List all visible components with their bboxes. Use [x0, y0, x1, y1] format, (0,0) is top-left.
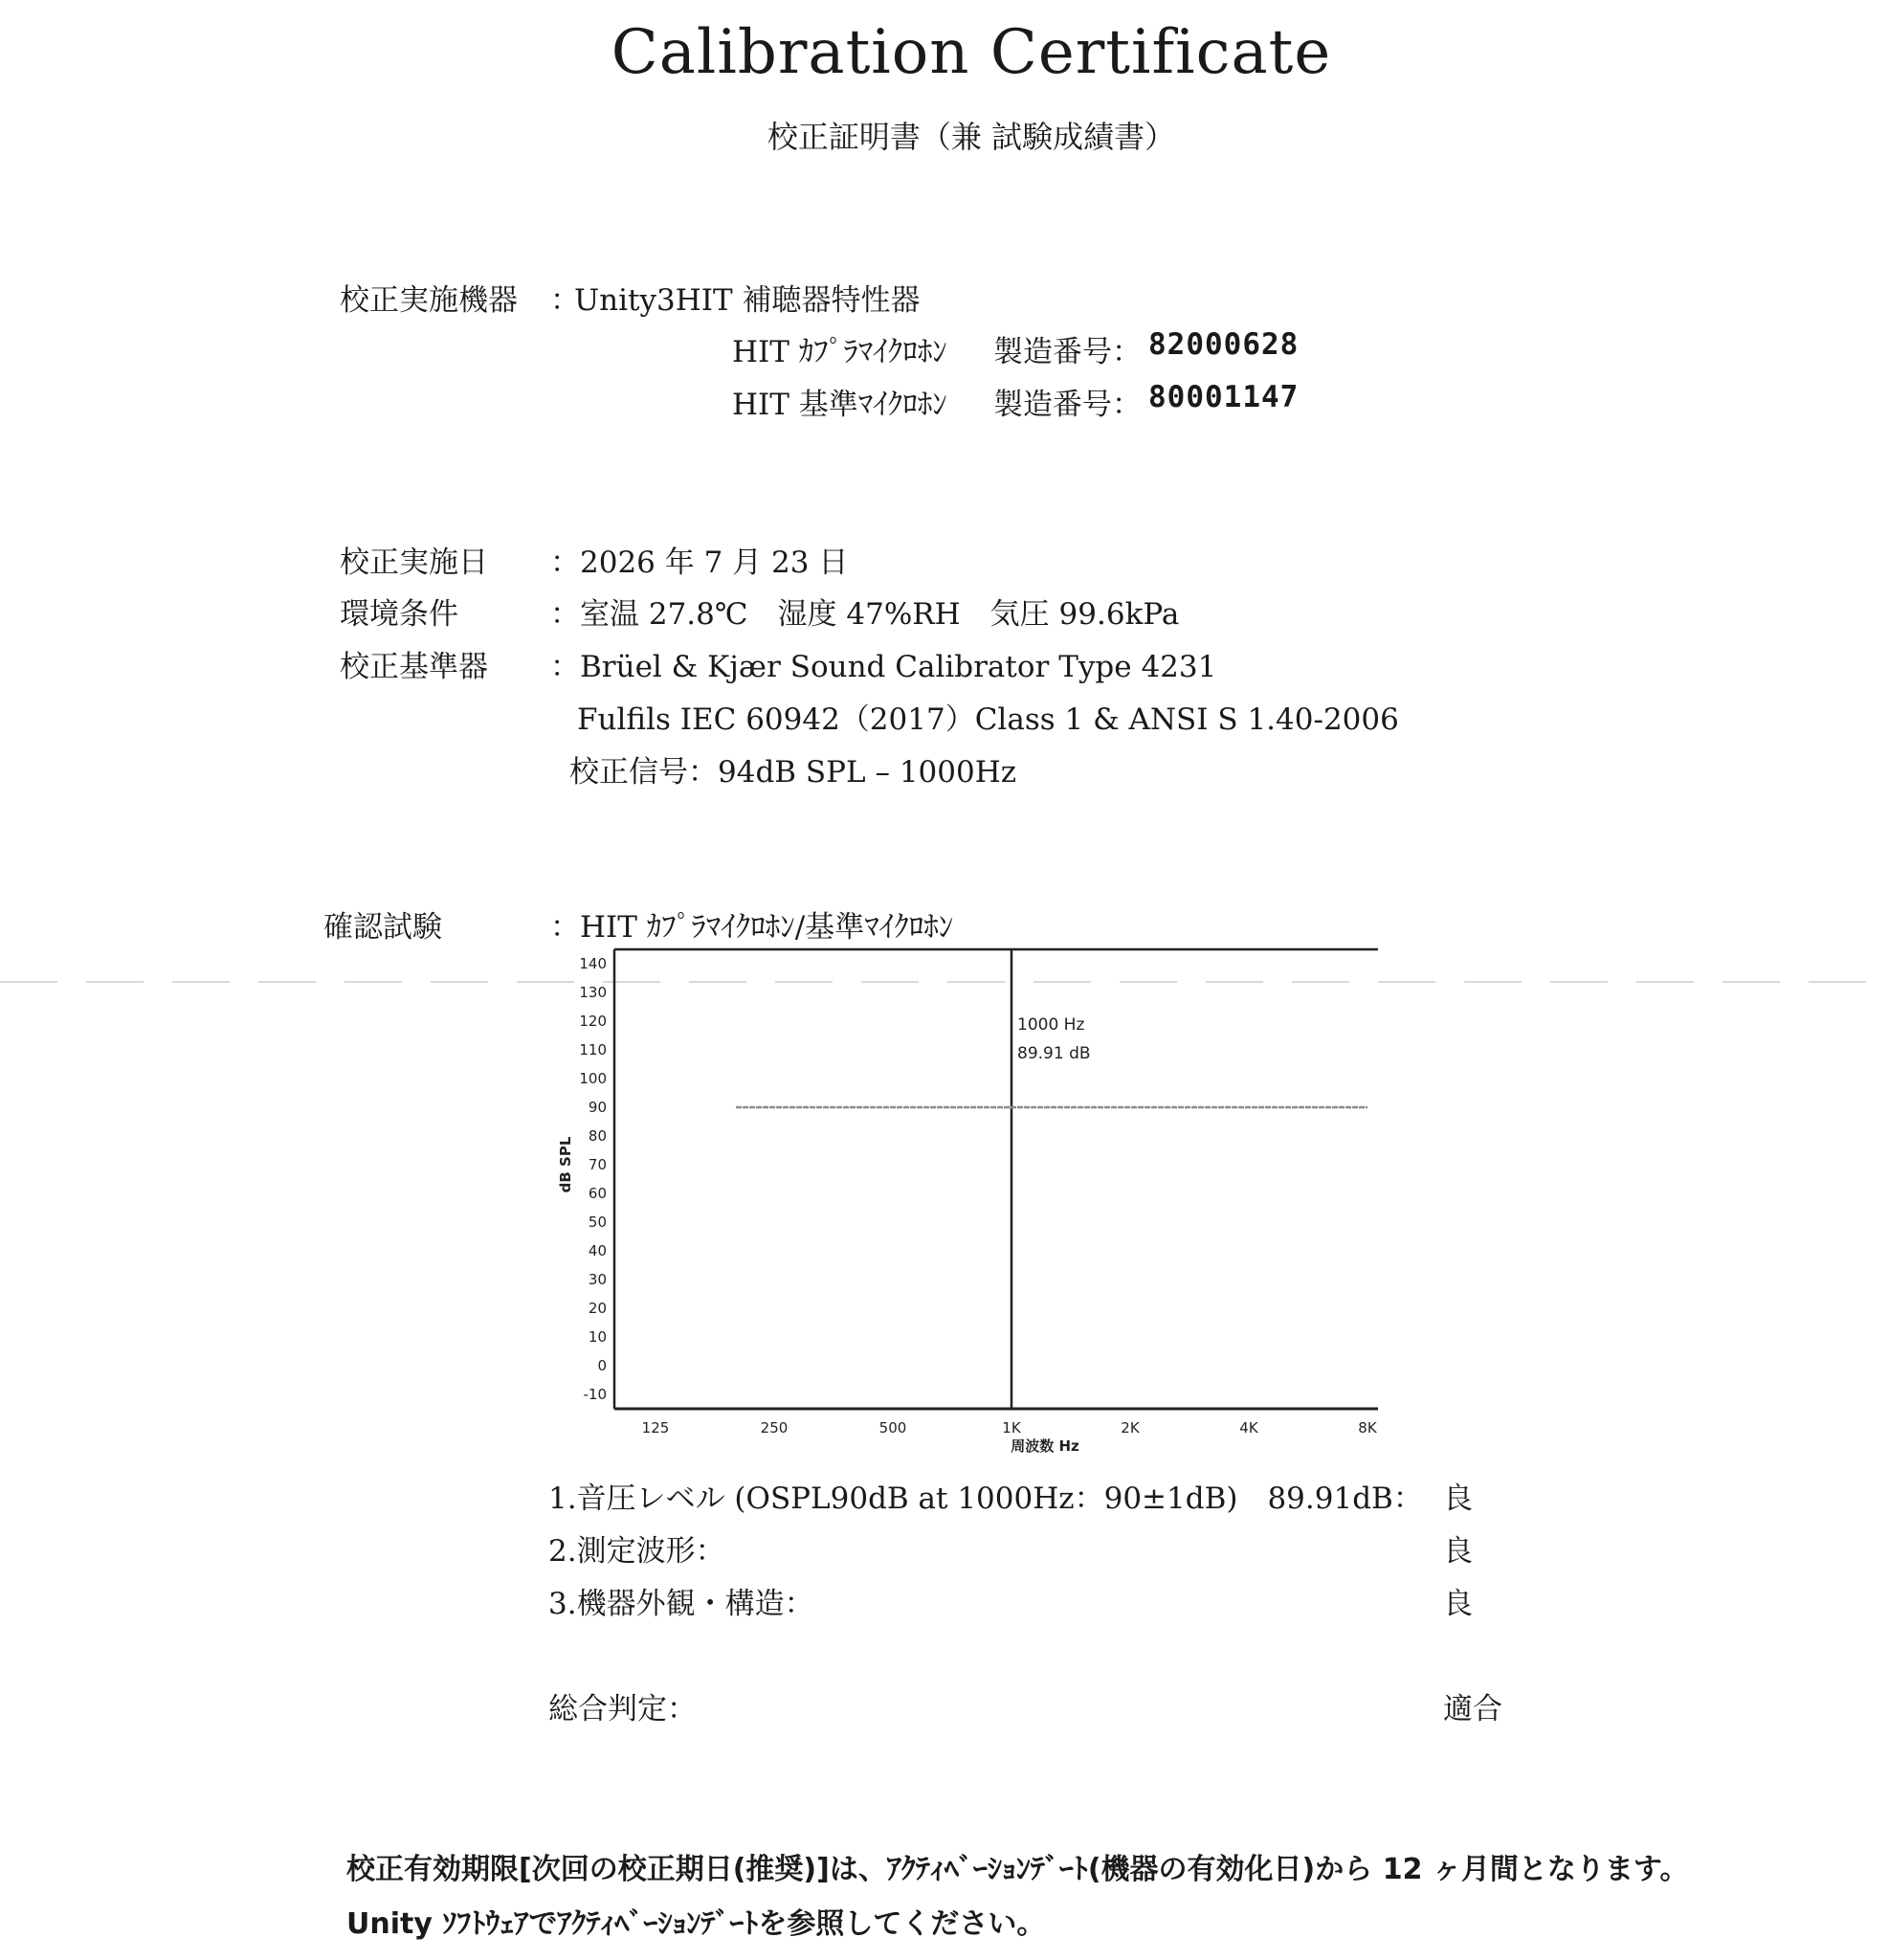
date-label: 校正実施日 [340, 546, 488, 580]
x-tick-label: 500 [878, 1419, 907, 1437]
coupler-serial-label: 製造番号： [993, 335, 1142, 369]
overall-judgment-label: 総合判定： [548, 1692, 697, 1726]
x-tick-label: 8K [1358, 1419, 1377, 1437]
y-tick-label: -10 [583, 1386, 607, 1403]
x-tick-label: 125 [641, 1419, 670, 1437]
y-tick-label: 90 [588, 1099, 607, 1116]
y-tick-label: 10 [588, 1328, 607, 1346]
reference-serial-number: 80001147 [1148, 380, 1300, 414]
result-item-3-label: 3.機器外観・構造： [548, 1587, 814, 1621]
result-item-3-value: 良 [1443, 1587, 1473, 1621]
reference-mic-label: HIT 基準ﾏｲｸﾛﾎﾝ [732, 388, 947, 422]
reference-serial-label: 製造番号： [993, 388, 1142, 422]
test-value: ：HIT ｶﾌﾟﾗﾏｲｸﾛﾎﾝ/基準ﾏｲｸﾛﾎﾝ [550, 910, 954, 945]
calibration-signal: 校正信号：94dB SPL – 1000Hz [569, 755, 1017, 790]
device-colon: ： [550, 283, 580, 318]
x-tick-label: 2K [1121, 1419, 1140, 1437]
coupler-serial-number: 82000628 [1148, 327, 1300, 362]
software-notice: Unity ｿﾌﾄｳｪｱでｱｸﾃｨﾍﾞｰｼｮﾝﾃﾞｰﾄを参照してください。 [346, 1907, 1046, 1941]
date-value: ：2026 年 7 月 23 日 [550, 546, 849, 580]
y-tick-label: 30 [588, 1271, 607, 1288]
y-tick-label: 40 [588, 1242, 607, 1259]
y-tick-label: 0 [597, 1357, 607, 1374]
x-tick-label: 250 [760, 1419, 789, 1437]
y-tick-label: 50 [588, 1214, 607, 1231]
y-tick-label: 80 [588, 1127, 607, 1145]
validity-notice: 校正有効期限[次回の校正期日(推奨)]は、ｱｸﾃｨﾍﾞｰｼｮﾝﾃﾞｰﾄ(機器の有効化日)から 12 ヶ月間となります。 [346, 1853, 1689, 1886]
coupler-mic-label: HIT ｶﾌﾟﾗﾏｲｸﾛﾎﾝ [732, 335, 947, 369]
overall-judgment-value: 適合 [1443, 1692, 1502, 1726]
y-axis-label: dB SPL [557, 1136, 574, 1193]
y-tick-label: 110 [579, 1041, 607, 1058]
standard-value: ：Brüel & Kjær Sound Calibrator Type 4231 [550, 650, 1217, 684]
frequency-response-chart [536, 933, 1397, 1469]
result-item-1-value: 良 [1443, 1481, 1473, 1516]
y-tick-label: 120 [579, 1013, 607, 1030]
y-tick-label: 130 [579, 984, 607, 1001]
y-tick-label: 20 [588, 1300, 607, 1317]
certificate-title: Calibration Certificate [611, 17, 1332, 88]
environment-label: 環境条件 [340, 597, 458, 632]
marker-frequency-label: 1000 Hz [1017, 1015, 1085, 1035]
device-label: 校正実施機器 [340, 283, 518, 318]
test-label: 確認試験 [323, 910, 442, 945]
result-item-2-value: 良 [1443, 1534, 1473, 1569]
y-tick-label: 60 [588, 1185, 607, 1202]
y-tick-label: 100 [579, 1070, 607, 1087]
x-tick-label: 4K [1239, 1419, 1258, 1437]
y-tick-label: 70 [588, 1156, 607, 1173]
marker-level-label: 89.91 dB [1017, 1044, 1091, 1063]
certificate-subtitle: 校正証明書（兼 試験成績書） [767, 119, 1176, 155]
result-item-2-label: 2.測定波形： [548, 1534, 725, 1569]
standard-compliance: Fulfils IEC 60942（2017）Class 1 & ANSI S 1.40-2006 [577, 702, 1399, 737]
x-tick-label: 1K [1002, 1419, 1021, 1437]
device-value: Unity3HIT 補聴器特性器 [574, 283, 921, 318]
y-tick-label: 140 [579, 955, 607, 972]
standard-label: 校正基準器 [340, 650, 488, 684]
result-item-1-label: 1.音圧レベル (OSPL90dB at 1000Hz：90±1dB) 89.91dB： [548, 1481, 1423, 1516]
x-axis-label: 周波数 Hz [1011, 1437, 1079, 1455]
environment-value: ：室温 27.8℃ 湿度 47%RH 気圧 99.6kPa [550, 597, 1180, 632]
